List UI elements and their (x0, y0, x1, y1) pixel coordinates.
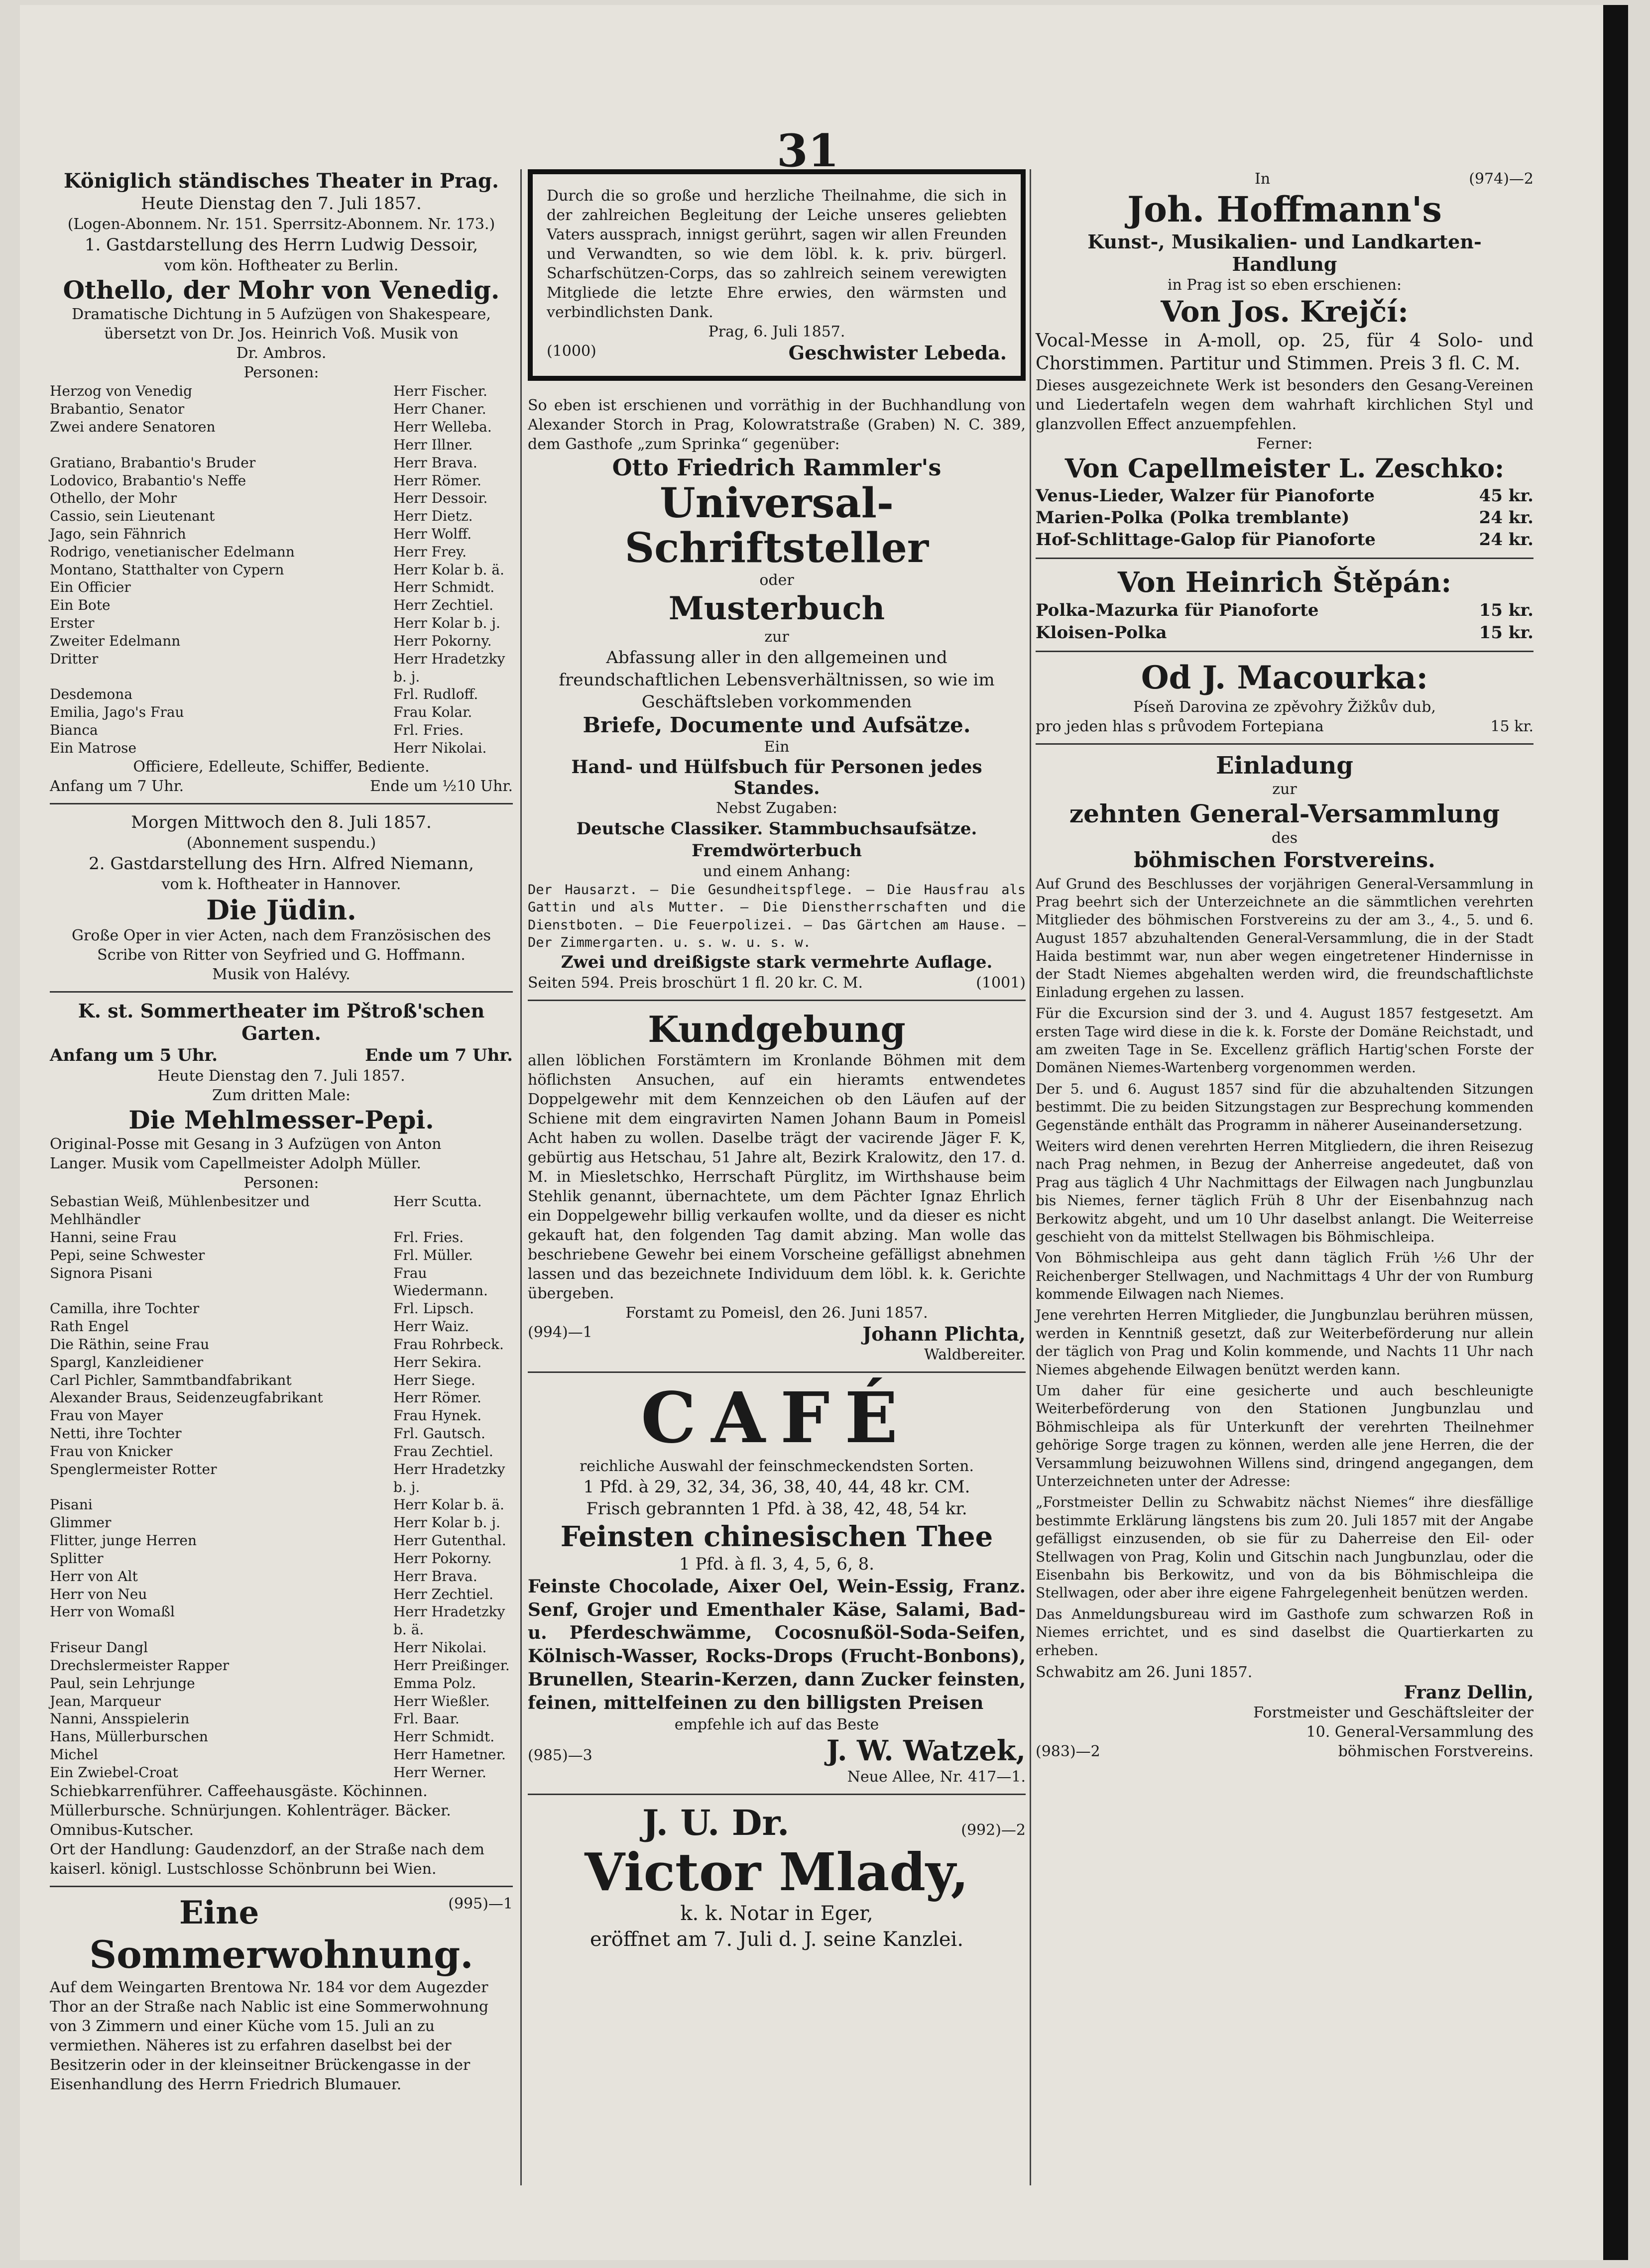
persons-heading: Personen: (243, 364, 319, 382)
cast-row (50, 1710, 513, 1728)
invitation-paragraph: Das Anmeldungsbureau wird im Gasthofe zum schwarzen Roß in Niemes errichtet, und es sind daselbst die Quartierkarten zu erheben. (1036, 1605, 1533, 1659)
summer-date: Heute Dienstag den 7. Juli 1857. (157, 1067, 405, 1085)
actor-name: Herr Kolar b. ä. (393, 561, 504, 578)
mass-note: Dieses ausgezeichnete Werk ist besonders den Gesang-Vereinen und Liedertafeln wegen dem wahrhaft kirchlichen Styl und glanzvollen Effect anzuempfehlen. (1036, 377, 1533, 434)
cast-row (50, 1443, 513, 1461)
actor-name: Herr Welleba. (393, 419, 492, 436)
actor-name: Herr Nikolai. (393, 739, 487, 756)
role-name: Zweiter Edelmann (50, 632, 181, 649)
book-price: Seiten 594. Preis broschürt 1 fl. 20 kr. C. M. (528, 974, 863, 992)
end-time: Ende um ½10 Uhr. (370, 777, 513, 795)
scan-edge (1603, 5, 1628, 2260)
top-code: (974)—2 (1469, 170, 1533, 188)
actor-name: Herr Dessoir. (393, 490, 488, 507)
ferner: Ferner: (1256, 435, 1313, 453)
actor-name: Herr Brava. (393, 454, 477, 471)
cast-row (50, 1657, 513, 1675)
cast-row (50, 1675, 513, 1693)
column-2 (528, 169, 1026, 1952)
role-name: Herr von Alt (50, 1568, 138, 1585)
cast-row (50, 436, 513, 454)
item-price: 45 kr. (1479, 485, 1533, 506)
actor-name: Emma Polz. (393, 1675, 476, 1692)
mourning-sign: Geschwister Lebeda. (788, 341, 1007, 364)
cast-row (50, 596, 513, 614)
opera-desc: Musik von Halévy. (212, 966, 351, 984)
price-item (1036, 485, 1533, 507)
cast-row (50, 1746, 513, 1764)
cast-row (50, 1568, 513, 1586)
item-price: 15 kr. (1479, 622, 1533, 643)
merchant-address: Neue Allee, Nr. 417—1. (847, 1768, 1026, 1786)
role-name: Michel (50, 1746, 98, 1763)
cast-row (50, 632, 513, 650)
role-name: Rath Engel (50, 1318, 129, 1335)
actor-name: Herr Fischer. (393, 383, 487, 400)
kundgebung-sign: Johann Plichta, (862, 1323, 1026, 1346)
actor-name: Herr Illner. (393, 436, 473, 453)
place-of-action: Ort der Handlung: Gaudenzdorf, an der Straße nach dem kaiserl. königl. Lustschlosse Schönbrunn bei Wien. (50, 1840, 485, 1878)
sign-role: böhmischen Forstvereins. (1338, 1742, 1533, 1760)
macourka-price: 15 kr. (1490, 717, 1533, 735)
opera-title: Die Jüdin. (206, 894, 356, 926)
cast-row (50, 454, 513, 472)
cast-row (50, 400, 513, 418)
book-sub2: Briefe, Documente und Aufsätze. (583, 712, 971, 737)
role-name: Glimmer (50, 1514, 112, 1531)
role-name: Nanni, Ansspielerin (50, 1710, 190, 1727)
shop-name: Joh. Hoffmann's (1127, 189, 1442, 230)
kundgebung-role: Waldbereiter. (924, 1346, 1026, 1364)
sign-name: Franz Dellin, (1404, 1682, 1533, 1703)
summer-end: Ende um 7 Uhr. (365, 1045, 513, 1066)
cast-row (50, 1407, 513, 1425)
cast-row (50, 507, 513, 525)
opera-desc: Große Oper in vier Acten, nach dem Französischen des (72, 927, 491, 945)
macourka-item: Píseň Darovina ze zpěvohry Žižkův dub, (1133, 698, 1436, 716)
actor-name: Herr Nikolai. (393, 1639, 487, 1656)
play-title: Othello, der Mohr von Venedig. (63, 275, 500, 305)
cast-row (50, 1514, 513, 1532)
cast-row (50, 1550, 513, 1568)
theater-date: Heute Dienstag den 7. Juli 1857. (141, 194, 422, 214)
price-item (1036, 622, 1533, 644)
actor-name: Herr Wießler. (393, 1693, 490, 1709)
extras2: Schiebkarrenführer. Caffeehausgäste. Köchinnen. Müllerbursche. Schnürjungen. Kohlenträger. Bäcker. Omnibus-Kutscher. (50, 1782, 451, 1839)
actor-name: Herr Römer. (393, 472, 481, 489)
tomorrow-date: Morgen Mittwoch den 8. Juli 1857. (131, 812, 432, 832)
invitation-paragraph: Auf Grund des Beschlusses der vorjährigen General-Versammlung in Prag beehrt sich der Unterzeichnete an die sämmtlichen verehrten Mitglieder des böhmischen Forstvereins zu der am 3., 4., 5. und 6. August 1857 abzuhaltenden General-Versammlung, die in der Stadt Haida bestimmt war, nun aber wegen eingetretener Hindernisse in der Stadt Niemes abgehalten werden wird, die freundschaftlichste Einladung ergehen zu lassen. (1036, 875, 1533, 1001)
actor-name: Frl. Rudloff. (393, 686, 478, 703)
role-name: Jean, Marqueur (50, 1693, 161, 1709)
actor-name: Herr Pokorny. (393, 632, 492, 649)
theater-abonnement: (Logen-Abonnem. Nr. 151. Sperrsitz-Abonnem. Nr. 173.) (67, 216, 495, 233)
role-name: Signora Pisani (50, 1264, 152, 1281)
einladung-des: des (1271, 829, 1298, 847)
goods-recommend: empfehle ich auf das Beste (674, 1715, 879, 1733)
actor-name: Herr Pokorny. (393, 1550, 492, 1567)
theater-title: Königlich ständisches Theater in Prag. (64, 169, 499, 193)
cast-row (50, 1461, 513, 1496)
book-author: Otto Friedrich Rammler's (612, 454, 942, 481)
item-title: Marien-Polka (Polka tremblante) (1036, 507, 1350, 528)
actor-name: Frau Zechtiel. (393, 1443, 493, 1460)
einladung-forstverein: böhmischen Forstvereins. (1134, 847, 1435, 872)
invitation-paragraph: Für die Excursion sind der 3. und 4. August 1857 festgesetzt. Am ersten Tage wird diese in die k. k. Forste der Domäne Reichstadt, und am zweiten Tage in Se. Excellenz gräflich Hartig'schen Forste der Domänen Niemes-Wartenberg vorgenommen werden. (1036, 1005, 1533, 1076)
role-name: Brabantio, Senator (50, 401, 185, 418)
invitation-paragraph: Jene verehrten Herren Mitglieder, die Jungbunzlau berühren müssen, werden in Kenntniß gesetzt, daß zur Weiterbeförderung nur allein der täglich von Prag und Kolin kommende, und Nachts 11 Uhr nach Niemes abgehende Eilwagen benützt werden kann. (1036, 1307, 1533, 1378)
einladung-zur: zur (1272, 780, 1297, 798)
book-title: Universal-Schriftsteller (624, 479, 929, 572)
column-rule (520, 169, 522, 2185)
invitation-paragraph: Von Böhmischleipa aus geht dann täglich Früh ½6 Uhr der Reichenberger Stellwagen, und Nachmittags 4 Uhr der von Rumburg kommende Eilwagen nach Niemes. (1036, 1249, 1533, 1303)
persons-heading: Personen: (243, 1174, 319, 1192)
extras: Officiere, Edelleute, Schiffer, Bediente. (133, 758, 430, 776)
role-name: Ein Bote (50, 597, 111, 614)
cast-row (50, 1425, 513, 1443)
play-desc: Dr. Ambros. (236, 344, 327, 362)
cast-row (50, 1318, 513, 1336)
cast-row (50, 1371, 513, 1389)
actor-name: Herr Kolar b. j. (393, 615, 500, 632)
role-name: Alexander Braus, Seidenzeugfabrikant (50, 1389, 323, 1406)
cast-row (50, 1389, 513, 1407)
cast-row (50, 1693, 513, 1710)
role-name: Bianca (50, 722, 98, 739)
mourning-date: Prag, 6. Juli 1857. (708, 323, 845, 340)
cafe-title: CAFÉ (640, 1377, 913, 1460)
notary-title: J. U. Dr. (642, 1802, 790, 1843)
divider (1036, 651, 1533, 652)
actor-name: Herr Kolar b. j. (393, 1514, 500, 1531)
kundgebung-text: allen löblichen Forstämtern im Kronlande Böhmen mit dem höflichsten Ansuchen, auf ein hieramts entwendetes Doppelgewehr mit dem Kennzeichen ob den Läufen auf der Schiene mit dem eingravirten Namen Johann Baum in Pomeisl Acht haben zu wollen. Daselbe trägt der vacirende Jäger F. K, gebürtig aus Hetschau, 51 Jahre alt, Bezirk Kralowitz, den 17. d. M. in Miesletschko, Herrschaft Pürglitz, im Wirthshause beim Stehlik genannt, übernachtete, um dem Pächter Ignaz Ehrlich ein Doppelgewehr billig verkaufen wollte, und da dieser es nicht gekauft hat, den folgenden Tag damit abzing. Man wolle das beschriebene Gewehr bei einem Vorscheine gefälligst abnehmen lassen und das bezeichnete Individuum dem löbl. k. k. Gerichte übergeben. (528, 1052, 1026, 1303)
role-name: Hans, Müllerburschen (50, 1728, 208, 1745)
column-rule (1030, 169, 1031, 2185)
cast-list-othello (50, 382, 513, 757)
actor-name: Frl. Fries. (393, 1229, 464, 1246)
cast-row (50, 1532, 513, 1550)
od-macourka: Od J. Macourka: (1141, 659, 1428, 696)
divider (1036, 743, 1533, 745)
cast-row (50, 703, 513, 721)
book-edition: Zwei und dreißigste stark vermehrte Auflage. (561, 952, 993, 972)
cast-row (50, 1586, 513, 1603)
book-sub1: Abfassung aller in den allgemeinen und freundschaftlichen Lebensverhältnissen, so wie im Geschäftsleben vorkommenden (559, 648, 995, 712)
price-item (1036, 529, 1533, 551)
actor-name: Herr Hradetzky b. j. (393, 1461, 505, 1495)
divider (528, 1794, 1026, 1795)
role-name (50, 436, 393, 454)
cast-row (50, 1764, 513, 1782)
role-name: Emilia, Jago's Frau (50, 704, 184, 721)
cast-row (50, 614, 513, 632)
role-name: Gratiano, Brabantio's Bruder (50, 454, 256, 471)
bottom-code: (983)—2 (1036, 1742, 1100, 1760)
actor-name: Herr Hradetzky b. j. (393, 650, 505, 685)
stepan-list (1036, 599, 1533, 643)
opera-desc: Scribe von Ritter von Seyfried und G. Hoffmann. (97, 946, 466, 964)
book-muster: Musterbuch (668, 590, 885, 628)
summer-third: Zum dritten Male: (212, 1087, 351, 1105)
mourning-code: (1000) (547, 342, 596, 360)
role-name: Die Räthin, seine Frau (50, 1336, 210, 1353)
zeschko-list (1036, 485, 1533, 551)
actor-name: Frau Wiedermann. (393, 1264, 488, 1299)
role-name: Cassio, sein Lieutenant (50, 508, 215, 525)
tea-prices: 1 Pfd. à fl. 3, 4, 5, 6, 8. (679, 1554, 875, 1574)
mass: Vocal-Messe in A-moll, op. 25, für 4 Solo- und Chorstimmen. Partitur und Stimmen. Preis 3 fl. C. M. (1036, 330, 1533, 374)
actor-name: Herr Gutenthal. (393, 1532, 506, 1549)
column-1 (50, 169, 513, 2094)
item-price: 24 kr. (1479, 507, 1533, 528)
book-anhang-intro: und einem Anhang: (703, 863, 851, 881)
role-name: Drechslermeister Rapper (50, 1657, 230, 1674)
actor-name: Herr Schmidt. (393, 1728, 495, 1745)
divider (50, 1886, 513, 1887)
actor-name: Herr Sekira. (393, 1354, 482, 1370)
von-zeschko: Von Capellmeister L. Zeschko: (1064, 454, 1505, 484)
book-ein: Ein (764, 738, 790, 756)
cast-row (50, 1639, 513, 1657)
actor-name: Herr Frey. (393, 543, 467, 560)
actor-name: Herr Waiz. (393, 1318, 470, 1335)
guest-line: 1. Gastdarstellung des Herrn Ludwig Dessoir, (84, 235, 478, 255)
actor-name: Herr Zechtiel. (393, 1586, 494, 1602)
role-name: Spenglermeister Rotter (50, 1461, 217, 1477)
role-name: Friseur Dangl (50, 1639, 148, 1656)
role-name: Montano, Statthalter von Cypern (50, 561, 284, 578)
role-name: Herr von Neu (50, 1586, 147, 1602)
item-title: Hof-Schlittage-Galop für Pianoforte (1036, 529, 1376, 550)
role-name: Frau von Mayer (50, 1407, 163, 1424)
eine-heading: Eine (179, 1894, 259, 1931)
role-name: Paul, sein Lehrjunge (50, 1675, 195, 1692)
role-name: Othello, der Mohr (50, 490, 177, 507)
divider (528, 1000, 1026, 1001)
divider (1036, 558, 1533, 559)
farce-title: Die Mehlmesser-Pepi. (128, 1105, 434, 1135)
item-title: Venus-Lieder, Walzer für Pianoforte (1036, 485, 1375, 506)
sommerwohnung-heading: Sommerwohnung. (89, 1932, 473, 1977)
abonnement-suspended: (Abonnement suspendu.) (186, 834, 376, 852)
guest2-origin: vom k. Hoftheater in Hannover. (161, 876, 401, 894)
book-sub3: Hand- und Hülfsbuch für Personen jedes Standes. (571, 756, 982, 798)
farce-desc: Original-Posse mit Gesang in 3 Aufzügen von Anton (50, 1135, 442, 1153)
invitation-paragraph: Weiters wird denen verehrten Herren Mitgliedern, die ihren Reisezug nach Prag nehmen, in Bezug der Anherreise angedeutet, daß von Prag aus täglich 4 Uhr Nachmittags der Eilwagen nach Jungbunzlau bis Niemes, ferner täglich Früh 8 Uhr der Eisenbahnzug nach Berkowitz abgeht, und um 10 Uhr daselbst anlangt. Die Weiterreise geschieht von da mittelst Stellwagen bis Böhmischleipa. (1036, 1137, 1533, 1245)
role-name: Dritter (50, 650, 99, 667)
actor-name: Frau Kolar. (393, 704, 472, 721)
mourning-notice (528, 169, 1026, 381)
kundgebung-place: Forstamt zu Pomeisl, den 26. Juni 1857. (625, 1304, 928, 1322)
page-number: 31 (777, 124, 839, 177)
publisher-intro: So eben ist erschienen und vorräthig in der Buchhandlung von Alexander Storch in Prag, Kolowratstraße (Graben) N. C. 389, dem Gasthofe „zum Sprinka“ gegenüber: (528, 397, 1026, 453)
cafe-prices: 1 Pfd. à 29, 32, 34, 36, 38, 40, 44, 48 kr. CM. (583, 1477, 970, 1497)
von-krejci: Von Jos. Krejčí: (1161, 295, 1409, 329)
cast-row (50, 650, 513, 686)
book-code: (1001) (976, 974, 1026, 992)
cast-row (50, 1229, 513, 1247)
notary-name: Victor Mlady, (585, 1841, 969, 1903)
cast-row (50, 1603, 513, 1639)
role-name: Carl Pichler, Sammtbandfabrikant (50, 1371, 292, 1388)
role-name: Herzog von Venedig (50, 383, 193, 400)
summer-start: Anfang um 5 Uhr. (50, 1045, 218, 1066)
cast-row (50, 1354, 513, 1371)
role-name: Netti, ihre Tochter (50, 1425, 182, 1442)
top-in: In (1255, 170, 1271, 188)
actor-name: Herr Zechtiel. (393, 597, 494, 614)
item-title: Kloisen-Polka (1036, 622, 1167, 643)
cast-row (50, 1496, 513, 1514)
actor-name: Herr Wolff. (393, 526, 472, 542)
item-title: Polka-Mazurka für Pianoforte (1036, 600, 1319, 621)
cast-row (50, 685, 513, 703)
book-nebst: Nebst Zugaben: (716, 799, 837, 817)
role-name: Ein Matrose (50, 739, 137, 756)
role-name: Flitter, junge Herren (50, 1532, 197, 1549)
role-name: Frau von Knicker (50, 1443, 173, 1460)
place-date: Schwabitz am 26. Juni 1857. (1036, 1663, 1253, 1681)
actor-name: Frau Hynek. (393, 1407, 482, 1424)
role-name: Jago, sein Fähnrich (50, 526, 186, 542)
cafe-sub: reichliche Auswahl der feinschmeckendsten Sorten. (579, 1458, 974, 1475)
role-name: Ein Zwiebel-Croat (50, 1764, 178, 1781)
kundgebung-title: Kundgebung (648, 1008, 906, 1050)
actor-name: Herr Scutta. (393, 1193, 482, 1210)
play-desc: übersetzt von Dr. Jos. Heinrich Voß. Musik von (104, 325, 459, 343)
actor-name: Herr Hradetzky b. ä. (393, 1603, 505, 1638)
role-name: Hanni, seine Frau (50, 1229, 177, 1246)
actor-name: Herr Chaner. (393, 401, 486, 418)
item-price: 15 kr. (1479, 600, 1533, 621)
divider (528, 1371, 1026, 1373)
actor-name: Frl. Fries. (393, 722, 464, 739)
invitation-paragraph: Der 5. und 6. August 1857 sind für die abzuhaltenden Sitzungen bestimmt. Die zu beiden Sitzungstagen zur Besprechung kommenden Gegenstände enthält das Programm in näherer Auseinandersetzung. (1036, 1080, 1533, 1134)
actor-name: Herr Siege. (393, 1371, 475, 1388)
start-time: Anfang um 7 Uhr. (50, 777, 184, 795)
cast-row (50, 472, 513, 490)
book-zur: zur (764, 628, 789, 646)
actor-name: Herr Schmidt. (393, 579, 495, 596)
play-desc: Dramatische Dichtung in 5 Aufzügen von Shakespeare, (72, 306, 491, 324)
notary-role: k. k. Notar in Eger, (680, 1902, 873, 1925)
ad-code: (995)—1 (448, 1895, 513, 1913)
shop-place: in Prag ist so eben erschienen: (1167, 276, 1402, 294)
actor-name: Herr Hametner. (393, 1746, 506, 1763)
guest2-line: 2. Gastdarstellung des Hrn. Alfred Niemann, (89, 853, 474, 874)
role-name: Erster (50, 615, 95, 632)
shop-desc: Kunst-, Musikalien- und Landkarten-Handlung (1087, 230, 1482, 275)
cast-row (50, 489, 513, 507)
cast-row (50, 1193, 513, 1229)
actor-name: Frl. Baar. (393, 1710, 460, 1727)
summer-theater-title: K. st. Sommertheater im Pštroß'schen Garten. (78, 1000, 485, 1045)
sign-role: Forstmeister und Geschäftsleiter der (1253, 1703, 1533, 1721)
von-stepan: Von Heinrich Štěpán: (1117, 566, 1452, 599)
item-price: 24 kr. (1479, 529, 1533, 550)
merchant-code: (985)—3 (528, 1746, 592, 1764)
column-3 (1036, 169, 1533, 1761)
actor-name: Herr Römer. (393, 1389, 481, 1406)
einladung-title: Einladung (1216, 751, 1353, 780)
invitation-paragraph: Um daher für eine gesicherte und auch beschleunigte Weiterbeförderung von den Stationen Jungbunzlau und Böhmischleipa als für Unterkunft der verehrten Theilnehmer gehörige Sorge tragen zu können, werden alle jene Herren, die der Versammlung beizuwohnen Willens sind, dringend angegangen, dem Unterzeichneten unter der Adresse: (1036, 1382, 1533, 1489)
role-name: Camilla, ihre Tochter (50, 1300, 200, 1317)
actor-name: Herr Preißinger. (393, 1657, 510, 1674)
role-name: Zwei andere Senatoren (50, 419, 216, 436)
cast-row (50, 1336, 513, 1354)
cast-list-pepi (50, 1193, 513, 1781)
role-name: Ein Officier (50, 579, 131, 596)
cast-row (50, 578, 513, 596)
actor-name: Herr Kolar b. ä. (393, 1496, 504, 1513)
merchant-name: J. W. Watzek, (826, 1734, 1026, 1767)
actor-name: Frl. Lipsch. (393, 1300, 474, 1317)
role-name: Splitter (50, 1550, 104, 1567)
notary-open: eröffnet am 7. Juli d. J. seine Kanzlei. (589, 1928, 964, 1951)
actor-name: Frl. Gautsch. (393, 1425, 485, 1442)
goods-list: Feinste Chocolade, Aixer Oel, Wein-Essig, Franz. Senf, Grojer und Ementhaler Käse, Salami, Bad- u. Pferdeschwämme, Cocosnußöl-Soda-Seifen, Kölnisch-Wasser, Rocks-Drops (Frucht-Bonbons), Brunellen, Stearin-Kerzen, dann Zucker feinsten, feinen, mittelfeinen zu den billigsten Preisen (528, 1576, 1026, 1713)
cast-row (50, 1728, 513, 1746)
cast-row (50, 418, 513, 436)
role-name: Pepi, seine Schwester (50, 1247, 205, 1263)
book-oder: oder (759, 571, 794, 589)
cast-row (50, 543, 513, 561)
role-name: Herr von Womaßl (50, 1603, 175, 1620)
role-name: Lodovico, Brabantio's Neffe (50, 472, 246, 489)
actor-name: Herr Brava. (393, 1568, 477, 1585)
cast-row (50, 739, 513, 757)
macourka-item: pro jeden hlas s průvodem Fortepiana (1036, 717, 1324, 735)
tea-title: Feinsten chinesischen Thee (560, 1520, 993, 1553)
actor-name: Herr Dietz. (393, 508, 473, 525)
cast-row (50, 382, 513, 400)
actor-name: Herr Werner. (393, 1764, 486, 1781)
role-name: Desdemona (50, 686, 133, 703)
guest-origin: vom kön. Hoftheater zu Berlin. (164, 257, 399, 275)
sign-role: 10. General-Versammlung des (1306, 1723, 1533, 1741)
actor-name: Frl. Müller. (393, 1247, 473, 1263)
cast-row (50, 1300, 513, 1318)
cast-row (50, 721, 513, 739)
mourning-text: Durch die so große und herzliche Theilnahme, die sich in der zahlreichen Begleitung der Leiche unseres geliebten Vaters aussprach, innigst gerührt, sagen wir allen Freunden und Verwandten, so wie dem löbl. k. k. priv. bürgerl. Scharfschützen-Corps, das so zahlreich seinem verewigten Mitgliede die letzte Ehre erwies, den wärmsten und verbindlichsten Dank. (547, 187, 1007, 321)
cast-row (50, 1247, 513, 1264)
price-item (1036, 599, 1533, 621)
role-name: Pisani (50, 1496, 93, 1513)
einladung-zehnten: zehnten General-Versammlung (1069, 798, 1500, 828)
farce-desc: Langer. Musik vom Capellmeister Adolph Müller. (50, 1155, 421, 1173)
actor-name: Frau Rohrbeck. (393, 1336, 504, 1353)
cast-row (50, 1264, 513, 1300)
cafe-prices: Frisch gebrannten 1 Pfd. à 38, 42, 48, 54 kr. (586, 1499, 967, 1519)
role-name: Sebastian Weiß, Mühlenbesitzer und Mehlhändler (50, 1193, 310, 1228)
notary-code: (992)—2 (961, 1821, 1026, 1839)
role-name: Spargl, Kanzleidiener (50, 1354, 204, 1370)
invitation-paragraph: „Forstmeister Dellin zu Schwabitz nächst Niemes“ ihre diesfällige bestimmte Erklärung längstens bis zum 20. Juli 1857 mit der Angabe gefälligst einzusenden, ob sie für zu Daherreise den Eil- oder Stellwagen von Prag, Kolin und Gitschin nach Jungbunzlau, oder die Eisenbahn bis Berkowitz, und von da bis Böhmischleipa die Stellwagen, oder aber ihre eigene Fahrgelegenheit benützen werden. (1036, 1494, 1533, 1601)
kundgebung-code: (994)—1 (528, 1324, 592, 1342)
divider (50, 803, 513, 804)
divider (50, 991, 513, 993)
role-name: Rodrigo, venetianischer Edelmann (50, 543, 295, 560)
book-zugaben: Deutsche Classiker. Stammbuchsaufsätze. Fremdwörterbuch (576, 818, 977, 861)
cast-row (50, 561, 513, 579)
sommerwohnung-text: Auf dem Weingarten Brentowa Nr. 184 vor dem Augezder Thor an der Straße nach Nablic ist eine Sommerwohnung von 3 Zimmern und einer Küche vom 15. Juli an zu vermiethen. Näheres ist zu erfahren daselbst bei der Besitzerin oder in der kleinseitner Brückengasse in der Eisenhandlung des Herrn Friedrich Blumauer. (50, 1978, 489, 2093)
book-anhang: Der Hausarzt. — Die Gesundheitspflege. — Die Hausfrau als Gattin und als Mutter. — Die Dienstherrschaften und die Dienstboten. — Die Feuerpolizei. — Das Gärtchen am Hause. — Der Zimmergarten. u. s. w. u. s. w. (528, 882, 1026, 950)
price-item (1036, 507, 1533, 529)
cast-row (50, 525, 513, 543)
